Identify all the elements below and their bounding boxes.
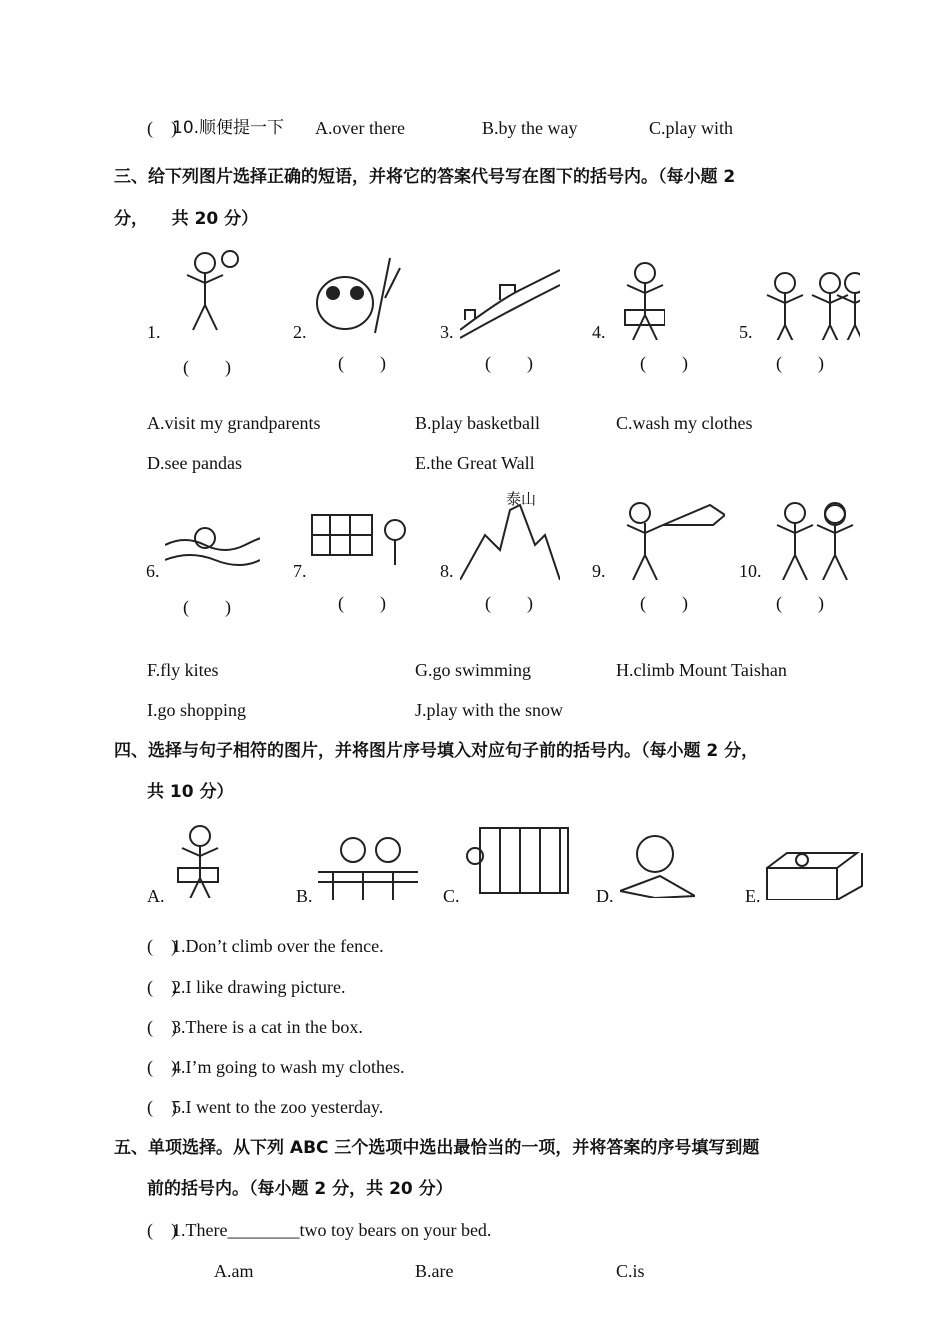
sentence: 5.I went to the zoo yesterday. — [172, 1097, 384, 1117]
picture-number: 6. — [146, 561, 160, 581]
sentence: 1.Don’t climb over the fence. — [172, 936, 384, 956]
picture-number: 9. — [592, 561, 606, 581]
answer-paren[interactable]: ( ) — [147, 1017, 177, 1037]
answer-paren[interactable]: ( ) — [147, 1220, 177, 1240]
option: B.play basketball — [415, 413, 540, 433]
section-4-heading-cont: 共 10 分） — [147, 782, 234, 802]
answer-paren[interactable]: ( ) — [485, 593, 533, 613]
pic8-caption: 泰山 — [506, 490, 537, 508]
answer-paren[interactable]: ( ) — [776, 353, 824, 373]
answer-paren[interactable]: ( ) — [147, 118, 177, 138]
question-label: 10.顺便提一下 — [172, 118, 285, 138]
option-a: A.over there — [315, 118, 405, 138]
answer-paren[interactable]: ( ) — [147, 936, 177, 956]
section-3-heading: 三、给下列图片选择正确的短语，并将它的答案代号写在图下的括号内。（每小题 2 — [114, 167, 736, 187]
option: G.go swimming — [415, 660, 532, 680]
drawing-picture — [620, 826, 695, 898]
washing-clothes-picture — [170, 818, 225, 898]
option-b: B.are — [415, 1261, 454, 1281]
sentence: 2.I like drawing picture. — [172, 977, 346, 997]
option: E.the Great Wall — [415, 453, 535, 473]
picture-label: D. — [596, 886, 614, 906]
option: A.visit my grandparents — [147, 413, 321, 433]
option: D.see pandas — [147, 453, 242, 473]
picture-number: 7. — [293, 561, 307, 581]
picture-label: E. — [745, 886, 761, 906]
flying-kite-picture — [615, 495, 725, 580]
option-c: C.play with — [649, 118, 733, 138]
picture-number: 2. — [293, 322, 307, 342]
picture-number: 8. — [440, 561, 454, 581]
answer-paren[interactable]: ( ) — [147, 1097, 177, 1117]
picture-label: C. — [443, 886, 460, 906]
option: C.wash my clothes — [616, 413, 753, 433]
option-b: B.by the way — [482, 118, 578, 138]
section-5-heading-cont: 前的括号内。（每小题 2 分，共 20 分） — [147, 1179, 453, 1199]
option: H.climb Mount Taishan — [616, 660, 787, 680]
picture-number: 4. — [592, 322, 606, 342]
question-text: 1.There________two toy bears on your bed. — [172, 1220, 492, 1240]
picture-number: 10. — [739, 561, 762, 581]
sentence: 4.I’m going to wash my clothes. — [172, 1057, 405, 1077]
option: F.fly kites — [147, 660, 219, 680]
panda-picture — [305, 248, 405, 338]
great-wall-picture — [460, 260, 560, 340]
section-4-heading: 四、选择与句子相符的图片，并将图片序号填入对应句子前的括号内。（每小题 2 分， — [114, 741, 759, 761]
grandparents-picture — [755, 265, 860, 340]
option-a: A.am — [214, 1261, 254, 1281]
answer-paren[interactable]: ( ) — [640, 353, 688, 373]
picture-number: 3. — [440, 322, 454, 342]
answer-paren[interactable]: ( ) — [640, 593, 688, 613]
sentence: 3.There is a cat in the box. — [172, 1017, 363, 1037]
option: J.play with the snow — [415, 700, 563, 720]
answer-paren[interactable]: ( ) — [147, 1057, 177, 1077]
section-5-heading: 五、单项选择。从下列 ABC 三个选项中选出最恰当的一项，并将答案的序号填写到题 — [114, 1138, 760, 1158]
option: I.go shopping — [147, 700, 246, 720]
answer-paren[interactable]: ( ) — [485, 353, 533, 373]
answer-paren[interactable]: ( ) — [183, 357, 231, 377]
cat-in-box-picture — [762, 848, 870, 900]
answer-paren[interactable]: ( ) — [183, 597, 231, 617]
swimming-picture — [165, 510, 260, 570]
answer-paren[interactable]: ( ) — [776, 593, 824, 613]
snow-play-picture — [765, 495, 860, 580]
picture-label: B. — [296, 886, 313, 906]
basketball-player-picture — [175, 245, 245, 340]
zoo-picture — [465, 826, 570, 898]
picture-label: A. — [147, 886, 165, 906]
shopping-picture — [310, 510, 415, 575]
washing-clothes-picture — [615, 255, 665, 340]
section-3-heading-cont: 分， 共 20 分） — [114, 209, 259, 229]
answer-paren[interactable]: ( ) — [338, 353, 386, 373]
answer-paren[interactable]: ( ) — [147, 977, 177, 997]
picture-number: 1. — [147, 322, 161, 342]
fence-picture — [318, 832, 418, 900]
mount-taishan-picture — [460, 495, 560, 580]
option-c: C.is — [616, 1261, 645, 1281]
picture-number: 5. — [739, 322, 753, 342]
answer-paren[interactable]: ( ) — [338, 593, 386, 613]
